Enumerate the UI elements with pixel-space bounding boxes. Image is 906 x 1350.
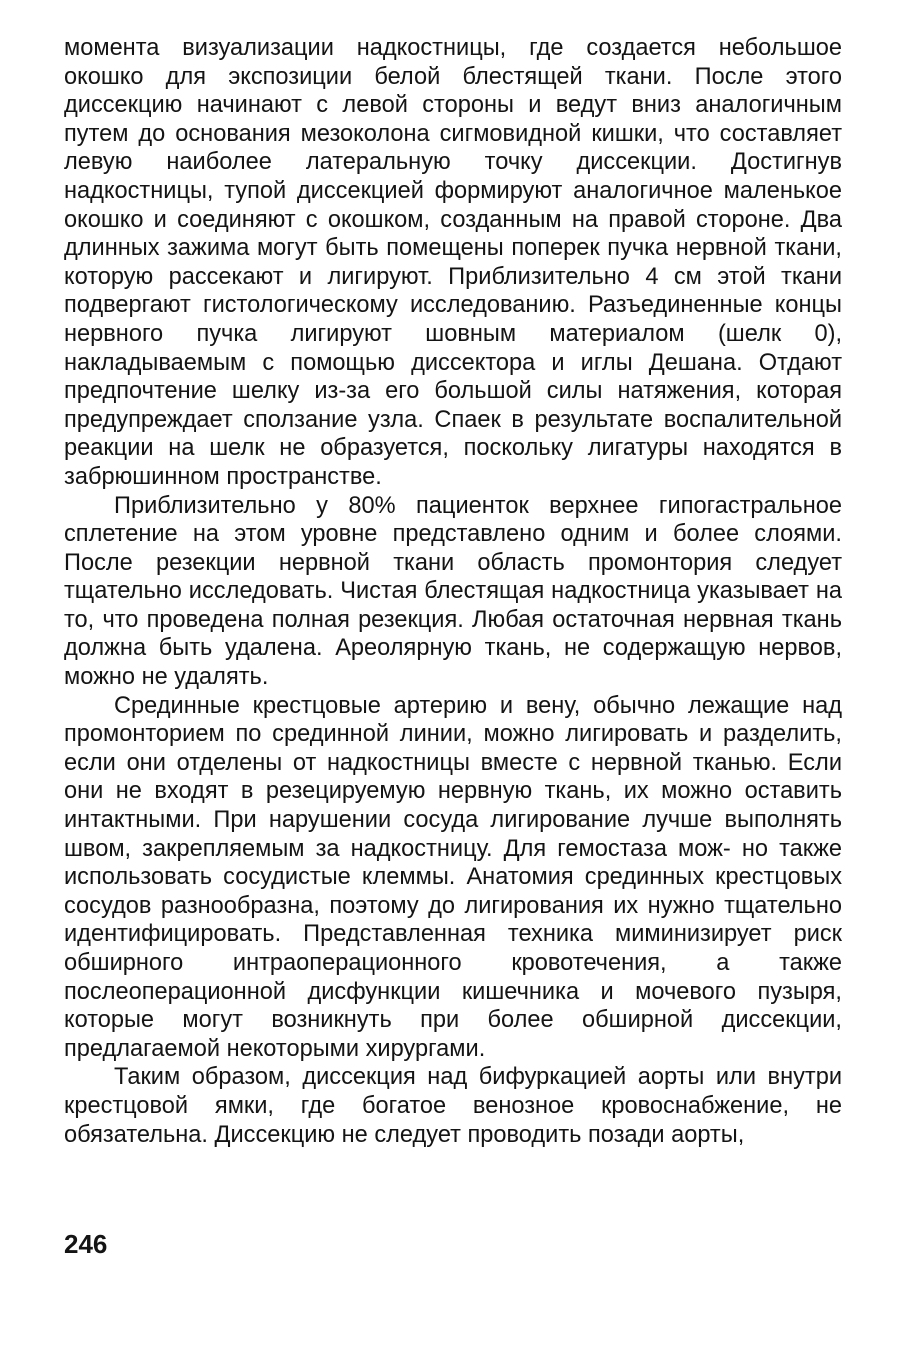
body-text xyxy=(64,34,842,1149)
paragraph-continued: момента визуализации надкостницы, где создается небольшое окошко для экспозиции белой блестящей ткани. После этого диссекцию начинают с левой стороны и ведут вниз аналогичным путем до основания мезоколона сигмовидной кишки, что составляет левую наиболее латеральную точку диссекции. Достигнув надкостницы, тупой диссекцией формируют аналогичное маленькое окошко и соединяют с окошком, созданным на правой стороне. Два длинных зажима могут быть помещены поперек пучка нервной ткани, которую рассекают и лигируют. Приблизительно 4 см этой ткани подвергают гистологическому исследованию. Разъединенные концы нервного пучка лигируют шовным материалом (шелк 0), накладываемым с помощью диссектора и иглы Дешана. Отдают предпочтение шелку из-за его большой силы натяжения, которая предупреждает сползание узла. Спаек в результате воспалительной реакции на шелк не образуется, поскольку лигатуры находятся в забрюшинном пространстве. xyxy=(64,35,842,490)
page-number: 246 xyxy=(64,1229,108,1259)
paragraph: Приблизительно у 80% пациенток верхнее гипогастральное сплетение на этом уровне представлено одним и более слоями. После резекции нервной ткани область промонтория следует тщательно исследовать. Чистая блестящая надкостница указывает на то, что проведена полная резекция. Любая остаточная нервная ткань должна быть удалена. Ареолярную ткань, не содержащую нервов, можно не удалять. xyxy=(64,492,842,691)
paragraph: Срединные крестцовые артерию и вену, обычно лежащие над промонторием по срединной линии, можно лигировать и разделить, если они отделены от надкостницы вместе с нервной тканью. Если они не входят в резецируемую нервную ткань, их можно оставить интактными. При нарушении сосуда лигирование лучше выполнять швом, закрепляемым за надкостницу. Для гемостаза мож- но также использовать сосудистые клеммы. Анатомия срединных крестцовых сосудов разнообразна, поэтому до лигирования их нужно тщательно идентифицировать. Представленная техника миминизирует риск обширного интраоперационного кровотечения, а также послеоперационной дисфункции кишечника и мочевого пузыря, которые могут возникнуть при более обширной диссекции, предлагаемой некоторыми хирургами. xyxy=(64,692,842,1062)
paragraph: Таким образом, диссекция над бифуркацией аорты или внутри крестцовой ямки, где богатое венозное кровоснабжение, не обязательна. Диссекцию не следует проводить позади аорты, xyxy=(64,1064,842,1148)
